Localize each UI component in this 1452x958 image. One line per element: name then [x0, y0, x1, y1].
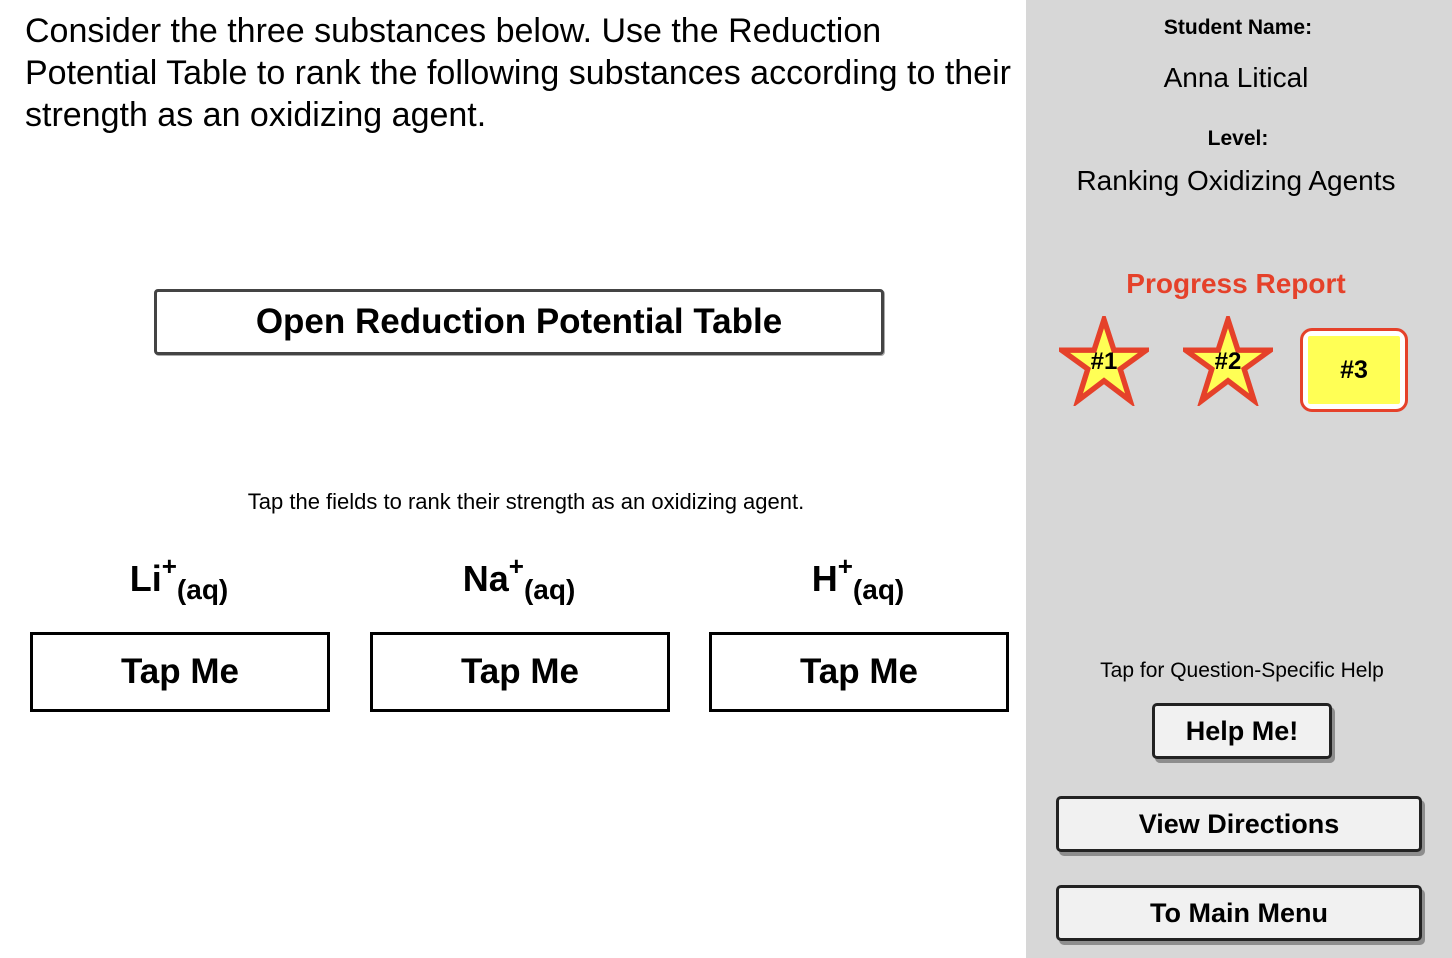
- substance-charge: +: [161, 551, 177, 581]
- student-name-label: Student Name:: [1163, 16, 1313, 39]
- substance-state: (aq): [523, 574, 576, 605]
- progress-level-label: #1: [1090, 348, 1118, 375]
- progress-level-1[interactable]: [1059, 316, 1149, 406]
- sidebar: [1026, 0, 1452, 958]
- level-name: Ranking Oxidizing Agents: [1076, 165, 1396, 196]
- level-label: Level:: [1207, 127, 1269, 150]
- help-me-button[interactable]: Help Me!: [1152, 703, 1332, 759]
- rank-field-li[interactable]: Tap Me: [30, 632, 330, 712]
- help-caption: Tap for Question-Specific Help: [1100, 659, 1384, 682]
- substance-label-na: [370, 551, 668, 605]
- main-menu-button[interactable]: To Main Menu: [1056, 885, 1422, 941]
- rank-field-na[interactable]: Tap Me: [370, 632, 670, 712]
- substance-symbol: Li: [129, 558, 162, 599]
- view-directions-button[interactable]: View Directions: [1056, 796, 1422, 852]
- substance-label-li: [30, 551, 328, 605]
- substance-charge: +: [837, 551, 853, 581]
- substance-state: (aq): [852, 574, 905, 605]
- progress-level-label: #2: [1214, 348, 1242, 375]
- rank-field-h[interactable]: Tap Me: [709, 632, 1009, 712]
- progress-report-title: Progress Report: [1126, 268, 1346, 299]
- ranking-instruction: Tap the fields to rank their strength as an oxidizing agent.: [247, 489, 805, 514]
- substance-state: (aq): [176, 574, 229, 605]
- progress-level-label: #3: [1308, 336, 1400, 404]
- question-text: Consider the three substances below. Use the Reduction Potential Table to rank the following substances according to their strength as an oxidizing agent.: [25, 12, 1011, 134]
- open-reduction-table-button[interactable]: Open Reduction Potential Table: [154, 289, 884, 355]
- substance-charge: +: [508, 551, 524, 581]
- progress-level-3-current[interactable]: [1300, 328, 1408, 412]
- student-name: Anna Litical: [1163, 62, 1309, 93]
- progress-level-2[interactable]: [1183, 316, 1273, 406]
- substance-label-h: [709, 551, 1007, 605]
- substance-symbol: Na: [462, 558, 509, 599]
- substance-symbol: H: [811, 558, 838, 599]
